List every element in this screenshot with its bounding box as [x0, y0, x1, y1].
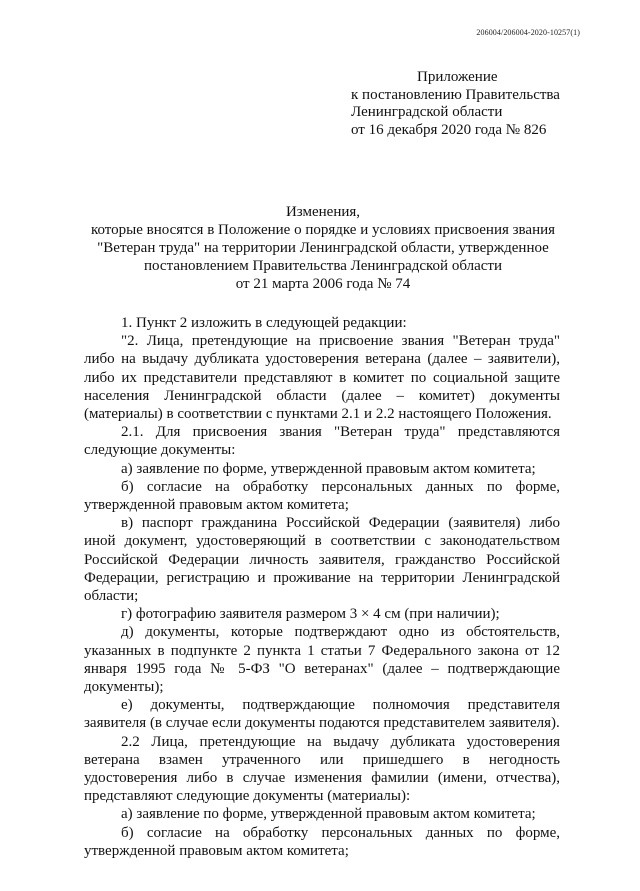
appendix-line: от 16 декабря 2020 года № 826 [351, 121, 547, 138]
paragraph: г) фотографию заявителя размером 3 × 4 см (при наличии); [121, 606, 500, 623]
title-line: постановлением Правительства Ленинградской области [144, 258, 502, 274]
title-line: от 21 марта 2006 года № 74 [235, 276, 411, 292]
paragraph: б) согласие на обработку персональных данных по форме, утвержденной правовым актом комитета; [84, 478, 560, 514]
appendix-line: Приложение [417, 69, 498, 85]
appendix-line: к постановлению Правительства [351, 86, 560, 103]
appendix-line: Ленинградской области [351, 104, 503, 120]
paragraph: е) документы, подтверждающие полномочия представителя заявителя (в случае если документы подаются представителем заявителя). [84, 697, 560, 732]
document-body [84, 314, 560, 860]
appendix-header [351, 69, 560, 139]
paragraph: б) согласие на обработку персональных данных по форме, утвержденной правовым актом комитета; [84, 824, 560, 859]
document-title [40, 203, 606, 293]
title-line: "Ветеран труда" на территории Ленинградской области, утвержденное [97, 240, 549, 256]
paragraph: в) паспорт гражданина Российской Федерации (заявителя) либо иной документ, удостоверяющий в соответствии с законодательством Российской Федерации личность заявителя, гражданство Российской Федерации, регистрацию и проживание на территории Ленинградской области; [84, 515, 560, 605]
paragraph: 2.1. Для присвоения звания "Ветеран труда" представляются следующие документы: [84, 424, 560, 459]
paragraph: "2. Лица, претендующие на присвоение звания "Ветеран труда" либо на выдачу дубликата удостоверения ветерана (далее – заявители), либо их представители представляют в комитет по социальной защите населения Ленинградской области (далее – комитет) документы (материалы) в соответствии с пунктами 2.1 и 2.2 настоящего Положения. [84, 333, 560, 423]
title-line: которые вносятся в Положение о порядке и условиях присвоения звания [90, 222, 556, 238]
paragraph: 1. Пункт 2 изложить в следующей редакции: [121, 315, 407, 331]
paragraph: д) документы, которые подтверждают одно из обстоятельств, указанных в подпункте 2 пункта 1 статьи 7 Федерального закона от 12 января 1995 года № 5-ФЗ "О ветеранах" (далее – подтверждающие документы); [84, 624, 560, 696]
paragraph: а) заявление по форме, утвержденной правовым актом комитета; [121, 460, 536, 477]
paragraph: а) заявление по форме, утвержденной правовым актом комитета; [121, 806, 536, 823]
document-registration-code: 206004/206004-2020-10257(1) [476, 28, 580, 37]
title-line: Изменения, [285, 204, 361, 220]
paragraph: 2.2 Лица, претендующие на выдачу дубликата удостоверения ветерана взамен утраченного или пришедшего в негодность удостоверения либо в случае изменения фамилии (имени, отчества), представляют следующие документы (материалы): [84, 733, 560, 805]
